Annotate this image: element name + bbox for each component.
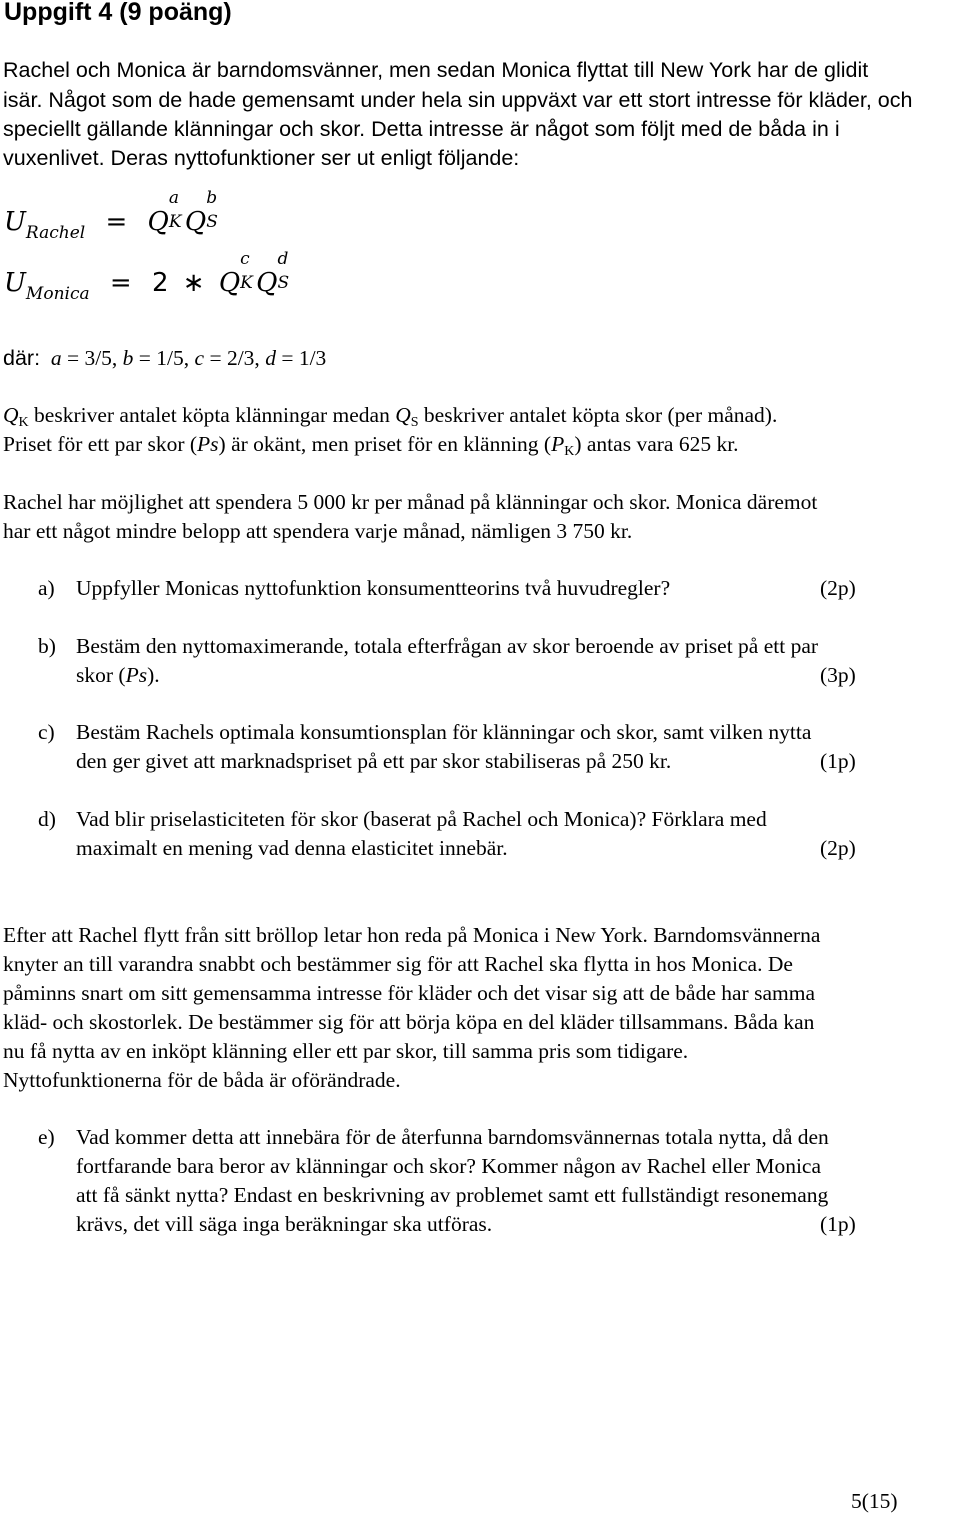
question-text: Vad blir priselasticiteten för skor (baserat på Rachel och Monica)? Förklara med <box>76 807 767 831</box>
question-label: d) <box>38 807 56 831</box>
story-line: Nyttofunktionerna för de båda är oförändrade. <box>3 1068 401 1092</box>
question-text: Bestäm den nyttomaximerande, totala efterfrågan av skor beroende av priset på ett par <box>76 634 819 658</box>
rachel-utility-equation: $U_{Rachel} = Q$ a K Q b S <box>4 188 218 243</box>
question-text: maximalt en mening vad denna elasticitet innebär. <box>76 836 508 860</box>
question-label: e) <box>38 1125 55 1149</box>
question-label: a) <box>38 576 55 600</box>
question-text: Bestäm Rachels optimala konsumtionsplan för klänningar och skor, samt vilken nytta <box>76 720 812 744</box>
page-number: 5(15) <box>851 1489 898 1513</box>
question-text: Uppfyller Monicas nyttofunktion konsumentteorins två huvudregler? <box>76 576 671 600</box>
question-points: (1p) <box>820 749 856 773</box>
question-points: (2p) <box>820 576 856 600</box>
description-line: Priset för ett par skor (Ps) är okänt, men priset för en klänning (PK) antas vara 625 kr. <box>3 432 739 459</box>
question-text: att få sänkt nytta? Endast en beskrivning av problemet samt ett fullständigt resonemang <box>76 1183 829 1207</box>
question-label: b) <box>38 634 56 658</box>
question-text: skor (Ps). <box>76 663 160 687</box>
question-label: c) <box>38 720 55 744</box>
intro-line: speciellt gällande klänningar och skor. Detta intresse är något som följt med de båda in i <box>3 117 840 141</box>
question-points: (1p) <box>820 1212 856 1236</box>
intro-line: vuxenlivet. Deras nyttofunktioner ser ut enligt följande: <box>3 146 520 170</box>
story-line: knyter an till varandra snabbt och bestämmer sig för att Rachel ska flytta in hos Monica. De <box>3 952 793 976</box>
intro-line: isär. Något som de hade gemensamt under hela sin uppväxt var ett stort intresse för kläder, och <box>3 88 913 112</box>
question-points: (2p) <box>820 836 856 860</box>
story-line: påminns snart om sitt gemensamma intresse för kläder och det visar sig att de både har samma <box>3 981 815 1005</box>
parameter-values: där: a = 3/5, b = 1/5, c = 2/3, d = 1/3 <box>3 346 327 370</box>
budget-line: Rachel har möjlighet att spendera 5 000 kr per månad på klänningar och skor. Monica däremot <box>3 490 818 514</box>
question-text: fortfarande bara beror av klänningar och skor? Kommer någon av Rachel eller Monica <box>76 1154 822 1178</box>
question-text: den ger givet att marknadspriset på ett par skor stabiliseras på 250 kr. <box>76 749 672 773</box>
question-text: Vad kommer detta att innebära för de återfunna barndomsvännernas totala nytta, då den <box>76 1125 829 1149</box>
question-points: (3p) <box>820 663 856 687</box>
story-line: Efter att Rachel flytt från sitt bröllop letar hon reda på Monica i New York. Barndomsvännerna <box>3 923 821 947</box>
monica-utility-equation: $U_{Monica} = 2$ ∗ Q c K Q d S <box>4 249 290 304</box>
question-text: krävs, det vill säga inga beräkningar ska utföras. <box>76 1212 493 1236</box>
task-heading: Uppgift 4 (9 poäng) <box>4 0 232 26</box>
story-line: nu få nytta av en inköpt klänning eller ett par skor, till samma pris som tidigare. <box>3 1039 689 1063</box>
story-line: kläd- och skostorlek. De bestämmer sig för att börja köpa en del kläder tillsammans. Båda kan <box>3 1010 815 1034</box>
description-line: QK beskriver antalet köpta klänningar medan QS beskriver antalet köpta skor (per månad). <box>3 403 778 430</box>
intro-line: Rachel och Monica är barndomsvänner, men sedan Monica flyttat till New York har de glidit <box>3 58 869 82</box>
budget-line: har ett något mindre belopp att spendera varje månad, nämligen 3 750 kr. <box>3 519 633 543</box>
